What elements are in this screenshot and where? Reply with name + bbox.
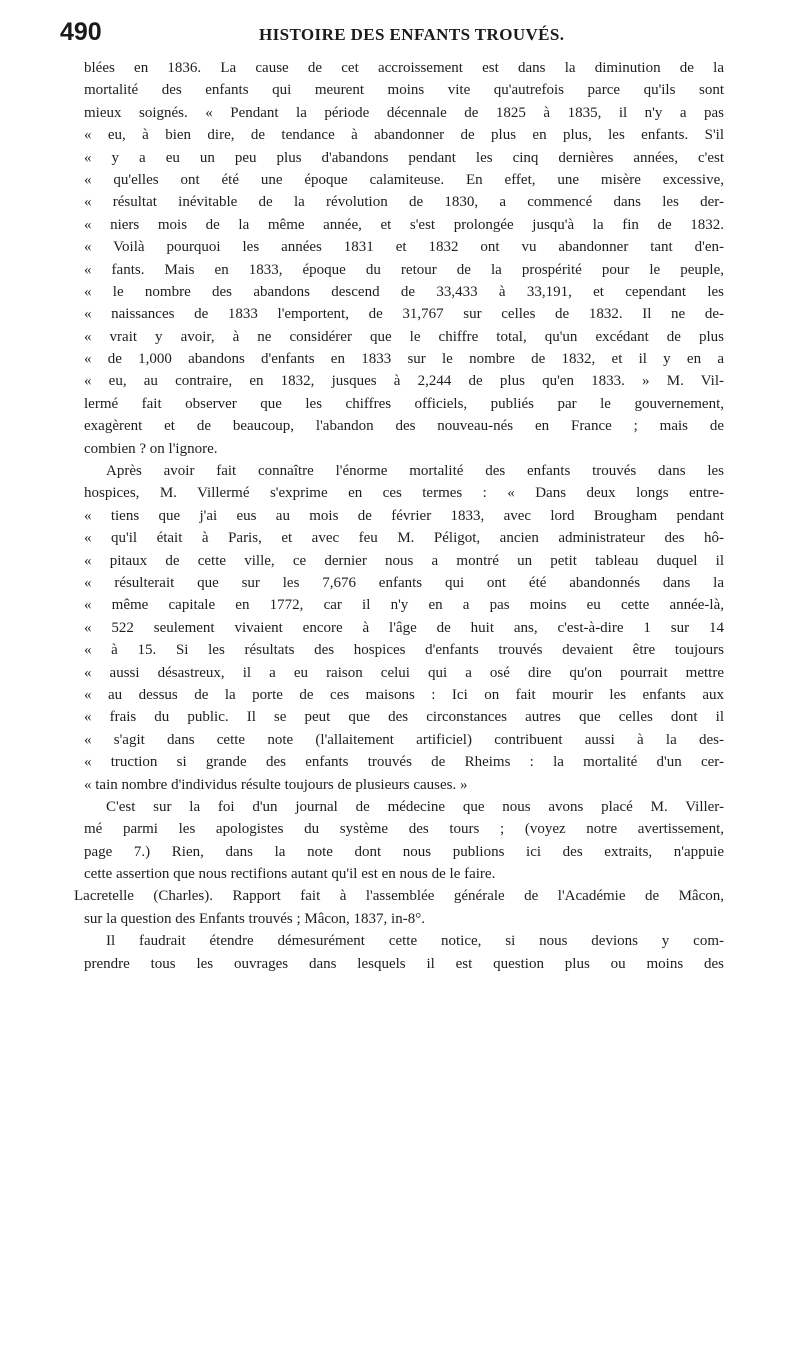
text-line: « frais du public. Il se peut que des circonstances autres que celles dont il [84, 709, 724, 726]
text-line: exagèrent et de beaucoup, l'abandon des nouveau-nés en France ; mais de [84, 418, 724, 435]
text-line: « fants. Mais en 1833, époque du retour de la prospérité pour le peuple, [84, 261, 724, 278]
text-line: hospices, M. Villermé s'exprime en ces termes : « Dans deux longs entre- [84, 485, 724, 502]
paragraph-start-line: C'est sur la foi d'un journal de médecine que nous avons placé M. Viller- [106, 798, 724, 815]
bibliography-entry-line: Lacretelle (Charles). Rapport fait à l'assemblée générale de l'Académie de Mâcon, [74, 888, 724, 905]
text-line: « tain nombre d'individus résulte toujours de plusieurs causes. » [84, 776, 468, 793]
text-line: mieux soignés. « Pendant la période décennale de 1825 à 1835, il n'y a pas [84, 104, 724, 121]
text-line: « truction si grande des enfants trouvés de Rheims : la mortalité d'un cer- [84, 754, 724, 771]
text-line: page 7.) Rien, dans la note dont nous publions ici des extraits, n'appuie [84, 843, 724, 860]
text-line: blées en 1836. La cause de cet accroissement est dans la diminution de la [84, 60, 724, 76]
text-line: cette assertion que nous rectifions autant qu'il est en nous de le faire. [84, 866, 496, 883]
text-line: « tiens que j'ai eus au mois de février 1833, avec lord Brougham pendant [84, 507, 724, 524]
text-line: « même capitale en 1772, car il n'y en a pas moins eu cette année-là, [84, 597, 724, 614]
text-line: « 522 seulement vivaient encore à l'âge de huit ans, c'est-à-dire 1 sur 14 [84, 619, 724, 636]
text-line: combien ? on l'ignore. [84, 440, 218, 457]
text-line: « y a eu un peu plus d'abandons pendant les cinq dernières années, c'est [84, 149, 724, 166]
text-line: « vrait y avoir, à ne considérer que le chiffre total, qu'un excédant de plus [84, 328, 724, 345]
text-line: « pitaux de cette ville, ce dernier nous a montré un petit tableau duquel il [84, 552, 724, 569]
text-line: prendre tous les ouvrages dans lesquels il est question plus ou moins des [84, 955, 724, 972]
text-line: « eu, au contraire, en 1832, jusques à 2,244 de plus qu'en 1833. » M. Vil- [84, 373, 724, 390]
text-line: « qu'il était à Paris, et avec feu M. Péligot, ancien administrateur des hô- [84, 530, 724, 547]
bibliography-entry-line: sur la question des Enfants trouvés ; Mâcon, 1837, in-8°. [84, 910, 425, 927]
text-line: lermé fait observer que les chiffres officiels, publiés par le gouvernement, [84, 395, 724, 412]
text-line: « niers mois de la même année, et s'est prolongée jusqu'à la fin de 1832. [84, 216, 724, 233]
text-line: « s'agit dans cette note (l'allaitement artificiel) contribuent aussi à la des- [84, 731, 724, 748]
paragraph-start-line: Après avoir fait connaître l'énorme mortalité des enfants trouvés dans les [106, 463, 724, 480]
paragraph-start-line: Il faudrait étendre démesurément cette notice, si nous devions y com- [106, 933, 724, 950]
text-line: « qu'elles ont été une époque calamiteuse. En effet, une misère excessive, [84, 171, 724, 188]
text-line: « au dessus de la porte de ces maisons : Ici on fait mourir les enfants aux [84, 686, 724, 703]
text-line: « naissances de 1833 l'emportent, de 31,767 sur celles de 1832. Il ne de- [84, 306, 724, 323]
text-line: mortalité des enfants qui meurent moins vite qu'autrefois parce qu'ils sont [84, 82, 724, 99]
text-line: « résultat inévitable de la révolution de 1830, a commencé dans les der- [84, 194, 724, 211]
text-line: « Voilà pourquoi les années 1831 et 1832 ont vu abandonner tant d'en- [84, 239, 724, 256]
text-line: « aussi désastreux, il a eu raison celui qui a osé dire qu'on pourrait mettre [84, 664, 724, 681]
running-head: HISTOIRE DES ENFANTS TROUVÉS. [259, 25, 565, 44]
text-line: « à 15. Si les résultats des hospices d'enfants trouvés devaient être toujours [84, 642, 724, 659]
text-line: mé parmi les apologistes du système des tours ; (voyez notre avertissement, [84, 821, 724, 838]
body-text [74, 57, 724, 975]
text-line: « de 1,000 abandons d'enfants en 1833 sur le nombre de 1832, et il y en a [84, 351, 724, 368]
page-header [60, 16, 760, 56]
text-line: « le nombre des abandons descend de 33,433 à 33,191, et cependant les [84, 283, 724, 300]
text-line: « résulterait que sur les 7,676 enfants qui ont été abandonnés dans la [84, 574, 724, 591]
text-line: « eu, à bien dire, de tendance à abandonner de plus en plus, les enfants. S'il [84, 127, 724, 144]
page-number: 490 [60, 18, 102, 46]
